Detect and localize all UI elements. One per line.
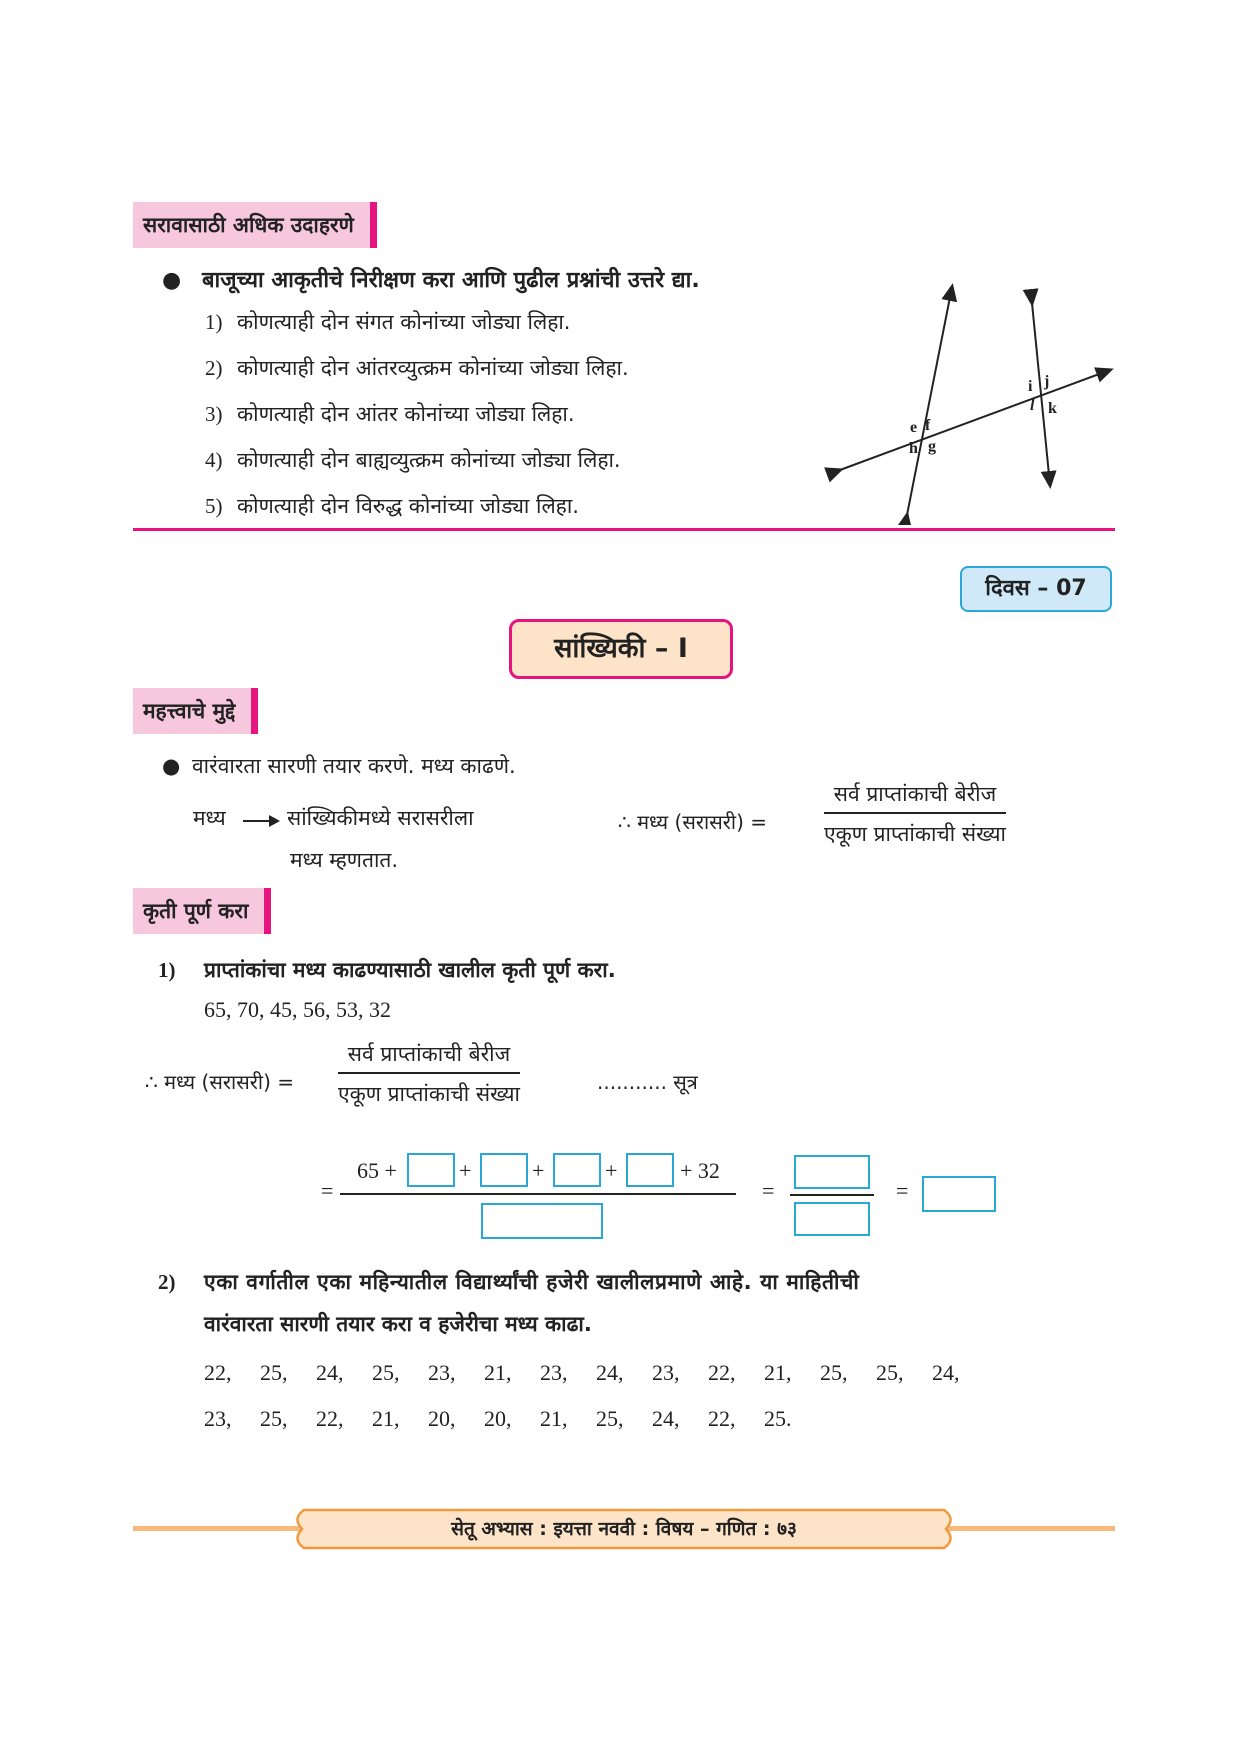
angles-figure [820, 275, 1120, 525]
q1-formula-lhs: ∴ मध्य (सरासरी) = [145, 1070, 295, 1094]
sum-term-box-1[interactable] [407, 1153, 455, 1187]
mean-desc-line1: सांख्यिकीमध्ये सरासरीला [287, 806, 474, 830]
fillin-equals-3: = [896, 1178, 909, 1203]
fillin-fraction-bar [340, 1193, 736, 1195]
key-points-bullet [162, 752, 516, 780]
example-question-3: 3) कोणत्याही दोन आंतर कोनांच्या जोड्या लिहा. [205, 402, 575, 426]
attendance-row-1: 22, 25, 24, 25, 23, 21, 23, 24, 23, 22, 21, 25, 25, 24, [204, 1360, 960, 1385]
chapter-title: सांख्यिकी – I [509, 619, 733, 679]
attendance-row-2: 23, 25, 22, 21, 20, 20, 21, 25, 24, 22, 25. [204, 1406, 792, 1431]
mean-answer-box[interactable] [922, 1176, 996, 1212]
example-question-5: 5) कोणत्याही दोन विरुद्ध कोनांच्या जोड्या लिहा. [205, 494, 579, 518]
activity-question-2 [158, 1268, 1118, 1296]
footer-text: सेतू अभ्यास : इयत्ता नववी : विषय – गणित : ७३ [451, 1518, 797, 1540]
activity-question-1 [158, 956, 616, 984]
mean-formula-denominator: एकूण प्राप्तांकाची संख्या [824, 822, 1006, 846]
example-question-4: 4) कोणत्याही दोन बाह्यव्युत्क्रम कोनांच्या जोड्या लिहा. [205, 448, 621, 472]
mean-label: मध्य [193, 806, 226, 830]
label-e: e [910, 419, 918, 436]
crossing-line [840, 370, 1110, 470]
sum-term-box-4[interactable] [626, 1153, 674, 1187]
q2-text-line2: वारंवारता सारणी तयार करा व हजेरीचा मध्य काढा. [204, 1312, 592, 1336]
count-box[interactable] [481, 1203, 603, 1239]
key-points-bullet-text: वारंवारता सारणी तयार करणे. मध्य काढणे. [192, 754, 516, 778]
example-question-2: 2) कोणत्याही दोन आंतरव्युत्क्रम कोनांच्या जोड्या लिहा. [205, 356, 629, 380]
q1-data: 65, 70, 45, 56, 53, 32 [204, 997, 391, 1022]
fillin-first-term: 65 + [357, 1158, 397, 1183]
fillin-plus-1: + [459, 1158, 472, 1183]
example-question-1: 1) कोणत्याही दोन संगत कोनांच्या जोड्या लिहा. [205, 310, 571, 334]
section-divider [133, 528, 1115, 531]
label-l: l [1030, 397, 1035, 414]
fillin-equals-2: = [762, 1178, 775, 1203]
q1-formula-numerator: सर्व प्राप्तांकाची बेरीज [338, 1040, 520, 1074]
fillin-equals-1: = [321, 1178, 334, 1203]
fillin-plus-3: + [605, 1158, 618, 1183]
mean-formula-fraction [824, 780, 1006, 848]
q1-formula-fraction [338, 1040, 520, 1108]
q1-number: 1) [158, 958, 176, 982]
bullet-dot: ● [162, 268, 182, 293]
label-j: j [1044, 373, 1050, 390]
bullet-dot: ● [162, 754, 181, 778]
mean-desc-line2: मध्य म्हणतात. [290, 848, 399, 872]
total-sum-box[interactable] [794, 1155, 870, 1189]
day-badge: दिवस – 07 [960, 566, 1112, 612]
instruction-text: बाजूच्या आकृतीचे निरीक्षण करा आणि पुढील प्रश्नांची उत्तरे द्या. [202, 268, 700, 293]
q1-formula-suffix: ........... सूत्र [597, 1070, 698, 1094]
transversal-line-1 [907, 287, 952, 515]
label-g: g [928, 438, 936, 455]
total-count-box[interactable] [794, 1202, 870, 1236]
label-i: i [1028, 378, 1033, 395]
q1-formula-denominator: एकूण प्राप्तांकाची संख्या [338, 1082, 520, 1106]
q2-text-line1: एका वर्गातील एका महिन्यातील विद्यार्थ्यांची हजेरी खालीलप्रमाणे आहे. या माहितीची [204, 1270, 860, 1294]
label-f: f [925, 417, 931, 434]
mean-formula-numerator: सर्व प्राप्तांकाची बेरीज [824, 780, 1006, 814]
activity-tag: कृती पूर्ण करा [133, 888, 271, 934]
q1-text: प्राप्तांकांचा मध्य काढण्यासाठी खालील कृती पूर्ण करा. [204, 958, 616, 982]
result-fraction-bar [790, 1194, 874, 1196]
more-examples-instruction [162, 264, 700, 294]
sum-term-box-2[interactable] [480, 1153, 528, 1187]
more-examples-tag: सरावासाठी अधिक उदाहरणे [133, 202, 377, 248]
label-h: h [909, 440, 918, 457]
key-points-tag: महत्त्वाचे मुद्दे [133, 688, 258, 734]
mean-formula-lhs: ∴ मध्य (सरासरी) = [618, 810, 768, 834]
sum-term-box-3[interactable] [553, 1153, 601, 1187]
label-k: k [1048, 400, 1057, 417]
fillin-last-term: + 32 [680, 1158, 720, 1183]
q2-number: 2) [158, 1270, 176, 1294]
arrow-right-icon [242, 813, 282, 829]
fillin-plus-2: + [532, 1158, 545, 1183]
